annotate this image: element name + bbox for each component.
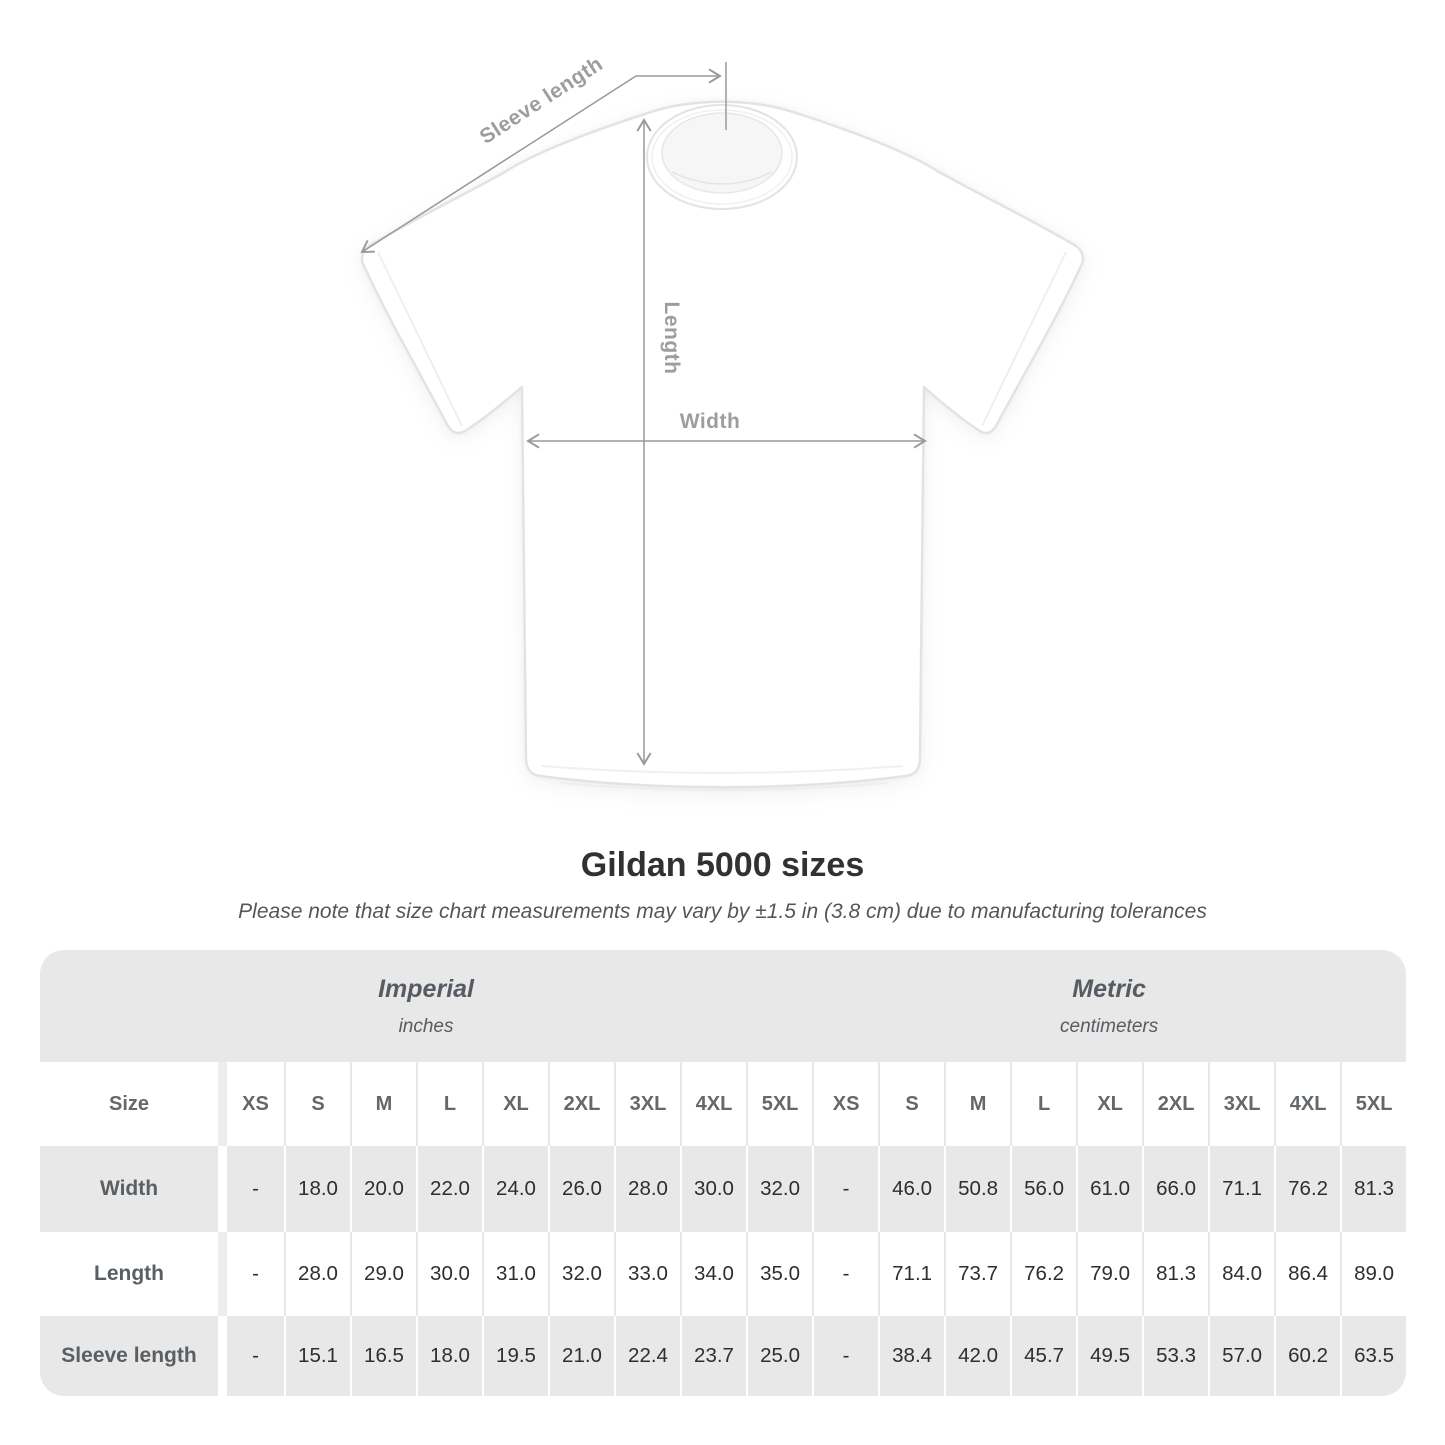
sleeve-length-label: Sleeve length	[475, 52, 608, 149]
size-col-metric-2xl: 2XL	[1142, 1062, 1208, 1146]
size-col-imperial-l: L	[416, 1062, 482, 1146]
value-cell: 24.0	[482, 1146, 548, 1232]
value-cell: 18.0	[284, 1146, 350, 1232]
value-cell: 56.0	[1010, 1146, 1076, 1232]
row-label: Width	[40, 1146, 218, 1232]
value-cell: -	[218, 1232, 284, 1316]
value-cell: 29.0	[350, 1232, 416, 1316]
value-cell: 32.0	[746, 1146, 812, 1232]
size-col-imperial-xl: XL	[482, 1062, 548, 1146]
value-cell: 31.0	[482, 1232, 548, 1316]
size-col-metric-m: M	[944, 1062, 1010, 1146]
size-col-metric-4xl: 4XL	[1274, 1062, 1340, 1146]
metric-group-title: Metric	[1072, 974, 1146, 1003]
value-cell: 35.0	[746, 1232, 812, 1316]
size-col-metric-xs: XS	[812, 1062, 878, 1146]
size-col-metric-xl: XL	[1076, 1062, 1142, 1146]
value-cell: -	[812, 1146, 878, 1232]
row-label: Length	[40, 1232, 218, 1316]
value-cell: 89.0	[1340, 1232, 1406, 1316]
page-title: Gildan 5000 sizes	[580, 846, 865, 884]
value-cell: 53.3	[1142, 1316, 1208, 1396]
size-col-imperial-xs: XS	[218, 1062, 284, 1146]
value-cell: 18.0	[416, 1316, 482, 1396]
metric-group-unit: centimeters	[1060, 1015, 1159, 1037]
value-cell: 49.5	[1076, 1316, 1142, 1396]
value-cell: 57.0	[1208, 1316, 1274, 1396]
size-corner-label: Size	[40, 1062, 218, 1146]
size-col-imperial-3xl: 3XL	[614, 1062, 680, 1146]
value-cell: 45.7	[1010, 1316, 1076, 1396]
value-cell: 71.1	[1208, 1146, 1274, 1232]
value-cell: 76.2	[1274, 1146, 1340, 1232]
size-col-imperial-m: M	[350, 1062, 416, 1146]
measure-row-width	[40, 1146, 1406, 1232]
size-col-metric-l: L	[1010, 1062, 1076, 1146]
imperial-group-unit: inches	[398, 1015, 454, 1037]
value-cell: 15.1	[284, 1316, 350, 1396]
value-cell: 61.0	[1076, 1146, 1142, 1232]
value-cell: 22.0	[416, 1146, 482, 1232]
value-cell: 32.0	[548, 1232, 614, 1316]
size-col-imperial-4xl: 4XL	[680, 1062, 746, 1146]
size-col-metric-5xl: 5XL	[1340, 1062, 1406, 1146]
value-cell: 23.7	[680, 1316, 746, 1396]
value-cell: -	[218, 1146, 284, 1232]
unit-group-header-row	[40, 950, 1406, 1062]
measure-row-sleeve-length	[40, 1316, 1406, 1396]
size-col-imperial-s: S	[284, 1062, 350, 1146]
size-header-row	[40, 1062, 1406, 1146]
value-cell: -	[812, 1316, 878, 1396]
tolerance-note: Please note that size chart measurements may vary by ±1.5 in (3.8 cm) due to manufacturing tolerances	[238, 900, 1207, 923]
measure-row-length	[40, 1232, 1406, 1316]
value-cell: 16.5	[350, 1316, 416, 1396]
value-cell: 22.4	[614, 1316, 680, 1396]
value-cell: 76.2	[1010, 1232, 1076, 1316]
value-cell: 79.0	[1076, 1232, 1142, 1316]
value-cell: 30.0	[416, 1232, 482, 1316]
value-cell: 25.0	[746, 1316, 812, 1396]
value-cell: 34.0	[680, 1232, 746, 1316]
value-cell: 28.0	[614, 1146, 680, 1232]
value-cell: 33.0	[614, 1232, 680, 1316]
value-cell: -	[218, 1316, 284, 1396]
value-cell: 84.0	[1208, 1232, 1274, 1316]
value-cell: 20.0	[350, 1146, 416, 1232]
size-col-metric-s: S	[878, 1062, 944, 1146]
value-cell: 71.1	[878, 1232, 944, 1316]
imperial-group-header	[40, 950, 812, 1062]
value-cell: 60.2	[1274, 1316, 1340, 1396]
size-table	[40, 950, 1406, 1396]
value-cell: -	[812, 1232, 878, 1316]
metric-group-header	[812, 950, 1406, 1062]
value-cell: 26.0	[548, 1146, 614, 1232]
value-cell: 21.0	[548, 1316, 614, 1396]
size-col-imperial-2xl: 2XL	[548, 1062, 614, 1146]
row-label: Sleeve length	[40, 1316, 218, 1396]
value-cell: 63.5	[1340, 1316, 1406, 1396]
width-label: Width	[679, 410, 741, 433]
value-cell: 42.0	[944, 1316, 1010, 1396]
value-cell: 81.3	[1142, 1232, 1208, 1316]
value-cell: 50.8	[944, 1146, 1010, 1232]
tshirt-graphic	[362, 102, 1083, 790]
value-cell: 19.5	[482, 1316, 548, 1396]
value-cell: 46.0	[878, 1146, 944, 1232]
value-cell: 86.4	[1274, 1232, 1340, 1316]
value-cell: 81.3	[1340, 1146, 1406, 1232]
value-cell: 30.0	[680, 1146, 746, 1232]
value-cell: 38.4	[878, 1316, 944, 1396]
value-cell: 66.0	[1142, 1146, 1208, 1232]
value-cell: 28.0	[284, 1232, 350, 1316]
size-col-metric-3xl: 3XL	[1208, 1062, 1274, 1146]
length-label: Length	[660, 301, 683, 375]
size-col-imperial-5xl: 5XL	[746, 1062, 812, 1146]
value-cell: 73.7	[944, 1232, 1010, 1316]
imperial-group-title: Imperial	[378, 974, 474, 1003]
